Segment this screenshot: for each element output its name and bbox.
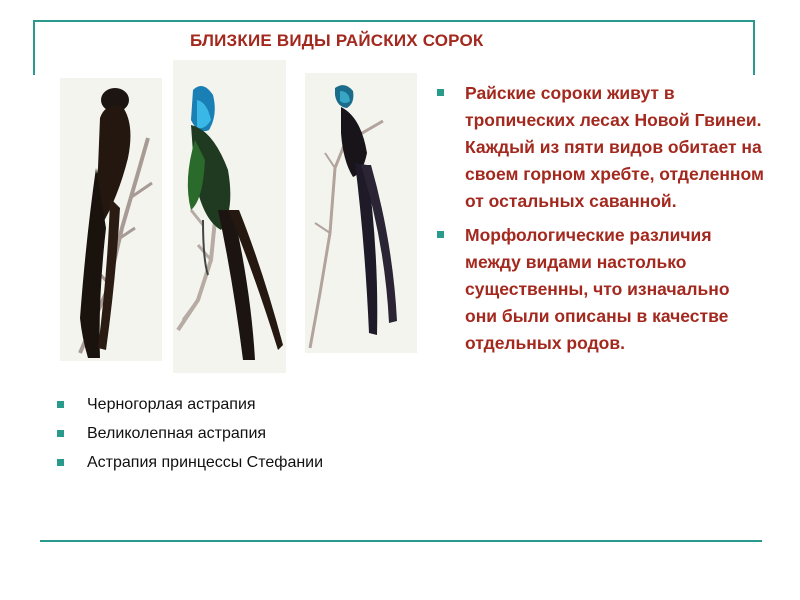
frame-left-line — [33, 20, 35, 75]
fact-text: Морфологические различия между видами настолько существенны, что изначально они были описаны в качестве отдельных родов. — [465, 225, 730, 353]
fact-item — [435, 80, 765, 215]
fact-text: Райские сороки живут в тропических лесах Новой Гвинеи. Каждый из пяти видов обитает на своем горном хребте, отделенном от остальных саванной. — [465, 83, 764, 211]
frame-right-line — [753, 20, 755, 75]
bullet-square-icon — [57, 430, 64, 437]
bullet-square-icon — [437, 231, 444, 238]
species-item — [55, 422, 323, 451]
bullet-square-icon — [437, 89, 444, 96]
bullet-square-icon — [57, 459, 64, 466]
facts-list — [435, 80, 765, 364]
species-label: Астрапия принцессы Стефании — [87, 454, 324, 471]
species-item — [55, 393, 323, 422]
frame-top-line — [33, 20, 755, 22]
photo-black-throated-astrapia — [60, 78, 162, 361]
species-item — [55, 451, 323, 480]
species-label: Черногорлая астрапия — [87, 396, 256, 413]
frame-bottom-line — [40, 540, 762, 542]
bullet-square-icon — [57, 401, 64, 408]
species-list — [55, 393, 323, 480]
slide-title: БЛИЗКИЕ ВИДЫ РАЙСКИХ СОРОК — [190, 31, 484, 50]
fact-item — [435, 222, 765, 357]
photo-princess-stephanie-astrapia — [305, 73, 417, 353]
species-label: Великолепная астрапия — [87, 425, 267, 442]
photo-splendid-astrapia — [173, 60, 286, 373]
